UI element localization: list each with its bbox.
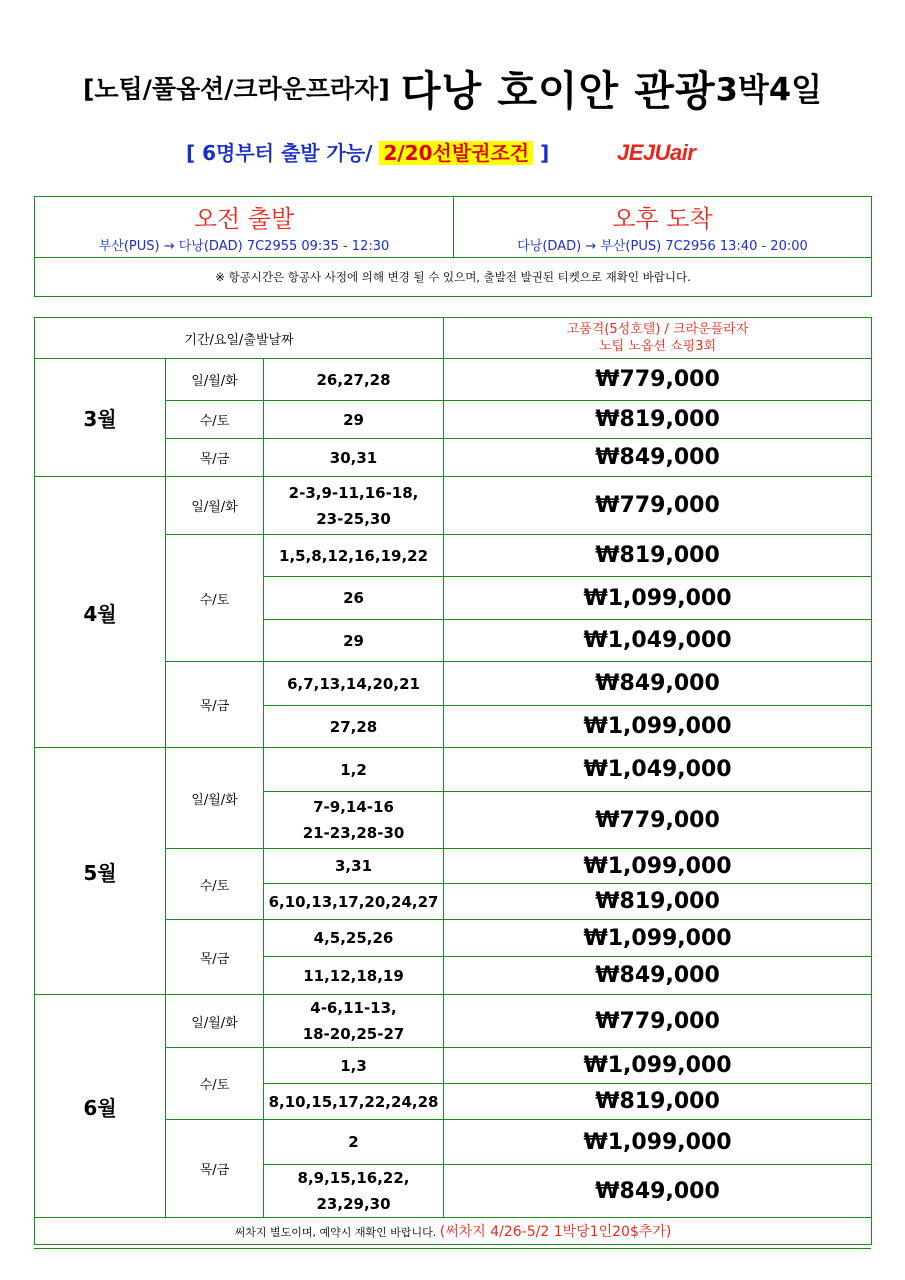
price-cell: ₩779,000 xyxy=(444,359,872,401)
month-cell: 5월 xyxy=(35,748,166,995)
dates-cell: 2-3,9-11,16-18, 23-25,30 xyxy=(264,477,444,535)
month-cell: 6월 xyxy=(35,995,166,1218)
price-cell: ₩849,000 xyxy=(444,439,872,477)
title-prefix: [노팁/풀옵션/크라운프라자] xyxy=(82,74,390,104)
days-cell: 일/월/화 xyxy=(166,748,264,849)
dates-cell: 4-6,11-13, 18-20,25-27 xyxy=(264,995,444,1048)
page-title xyxy=(0,58,905,117)
days-cell: 수/토 xyxy=(166,401,264,439)
dates-cell: 2 xyxy=(264,1120,444,1165)
dates-cell: 1,3 xyxy=(264,1048,444,1084)
price-cell: ₩849,000 xyxy=(444,662,872,706)
arrival-route: 다낭(DAD) → 부산(PUS) 7C2956 13:40 - 20:00 xyxy=(454,235,872,258)
footer-surcharge: (써차지 4/26-5/2 1박당1인20$추가) xyxy=(439,1224,672,1240)
days-cell: 목/금 xyxy=(166,439,264,477)
days-cell: 목/금 xyxy=(166,920,264,995)
price-cell: ₩779,000 xyxy=(444,995,872,1048)
dates-cell: 8,9,15,16,22, 23,29,30 xyxy=(264,1165,444,1218)
days-cell: 목/금 xyxy=(166,662,264,748)
days-cell: 수/토 xyxy=(166,849,264,920)
price-cell: ₩1,099,000 xyxy=(444,577,872,620)
dates-cell: 6,10,13,17,20,24,27 xyxy=(264,884,444,920)
dates-cell: 6,7,13,14,20,21 xyxy=(264,662,444,706)
price-cell: ₩1,099,000 xyxy=(444,849,872,884)
subtitle-close: ] xyxy=(533,141,550,165)
dates-cell: 27,28 xyxy=(264,706,444,748)
dates-cell: 26,27,28 xyxy=(264,359,444,401)
dates-cell: 29 xyxy=(264,401,444,439)
days-cell: 수/토 xyxy=(166,535,264,662)
days-cell: 목/금 xyxy=(166,1120,264,1218)
price-cell: ₩819,000 xyxy=(444,401,872,439)
departure-route: 부산(PUS) → 다낭(DAD) 7C2955 09:35 - 12:30 xyxy=(35,235,454,258)
price-table xyxy=(34,317,872,1245)
dates-cell: 1,2 xyxy=(264,748,444,792)
title-main: 다낭 호이안 관광 xyxy=(400,67,716,115)
dates-cell: 8,10,15,17,22,24,28 xyxy=(264,1084,444,1120)
header-period: 기간/요일/출발날짜 xyxy=(35,318,444,359)
days-cell: 일/월/화 xyxy=(166,995,264,1048)
days-cell: 수/토 xyxy=(166,1048,264,1120)
dates-cell: 1,5,8,12,16,19,22 xyxy=(264,535,444,577)
dates-cell: 26 xyxy=(264,577,444,620)
header-product-line1: 고품격(5성호텔) / 크라운플라자 xyxy=(566,322,749,337)
days-cell: 일/월/화 xyxy=(166,477,264,535)
subtitle-open: [ 6명부터 출발 가능/ xyxy=(186,141,380,165)
dates-cell: 3,31 xyxy=(264,849,444,884)
subtitle xyxy=(186,133,549,173)
price-cell: ₩1,099,000 xyxy=(444,920,872,957)
dates-cell: 11,12,18,19 xyxy=(264,957,444,995)
flight-info-table xyxy=(34,196,872,297)
price-cell: ₩1,099,000 xyxy=(444,706,872,748)
days-cell: 일/월/화 xyxy=(166,359,264,401)
month-cell: 3월 xyxy=(35,359,166,477)
month-cell: 4월 xyxy=(35,477,166,748)
dates-cell: 7-9,14-16 21-23,28-30 xyxy=(264,792,444,849)
price-cell: ₩779,000 xyxy=(444,477,872,535)
header-product-line2: 노팁 노옵션 쇼핑3회 xyxy=(599,339,717,354)
dates-cell: 4,5,25,26 xyxy=(264,920,444,957)
price-cell: ₩1,099,000 xyxy=(444,1048,872,1084)
arrival-header: 오후 도착 xyxy=(454,197,872,236)
price-cell: ₩779,000 xyxy=(444,792,872,849)
departure-header: 오전 출발 xyxy=(35,197,454,236)
dates-cell: 30,31 xyxy=(264,439,444,477)
price-cell: ₩819,000 xyxy=(444,535,872,577)
price-cell: ₩819,000 xyxy=(444,1084,872,1120)
flight-notice: ※ 항공시간은 항공사 사정에 의해 변경 될 수 있으며, 출발전 발권된 티켓으로 재확인 바랍니다. xyxy=(35,258,872,297)
title-suffix: 3박4일 xyxy=(715,70,822,109)
price-cell: ₩1,099,000 xyxy=(444,1120,872,1165)
price-cell: ₩1,049,000 xyxy=(444,748,872,792)
footer-note-row xyxy=(35,1218,872,1245)
price-cell: ₩1,049,000 xyxy=(444,620,872,662)
price-cell: ₩849,000 xyxy=(444,957,872,995)
header-product xyxy=(444,318,872,359)
price-cell: ₩819,000 xyxy=(444,884,872,920)
airline-logo: JEJUair xyxy=(617,140,696,165)
price-cell: ₩849,000 xyxy=(444,1165,872,1218)
bottom-divider xyxy=(34,1248,871,1249)
footer-note: 써차지 별도이며, 예약시 재확인 바랍니다. xyxy=(234,1226,437,1239)
dates-cell: 29 xyxy=(264,620,444,662)
subtitle-highlight: 2/20선발권조건 xyxy=(379,141,533,165)
